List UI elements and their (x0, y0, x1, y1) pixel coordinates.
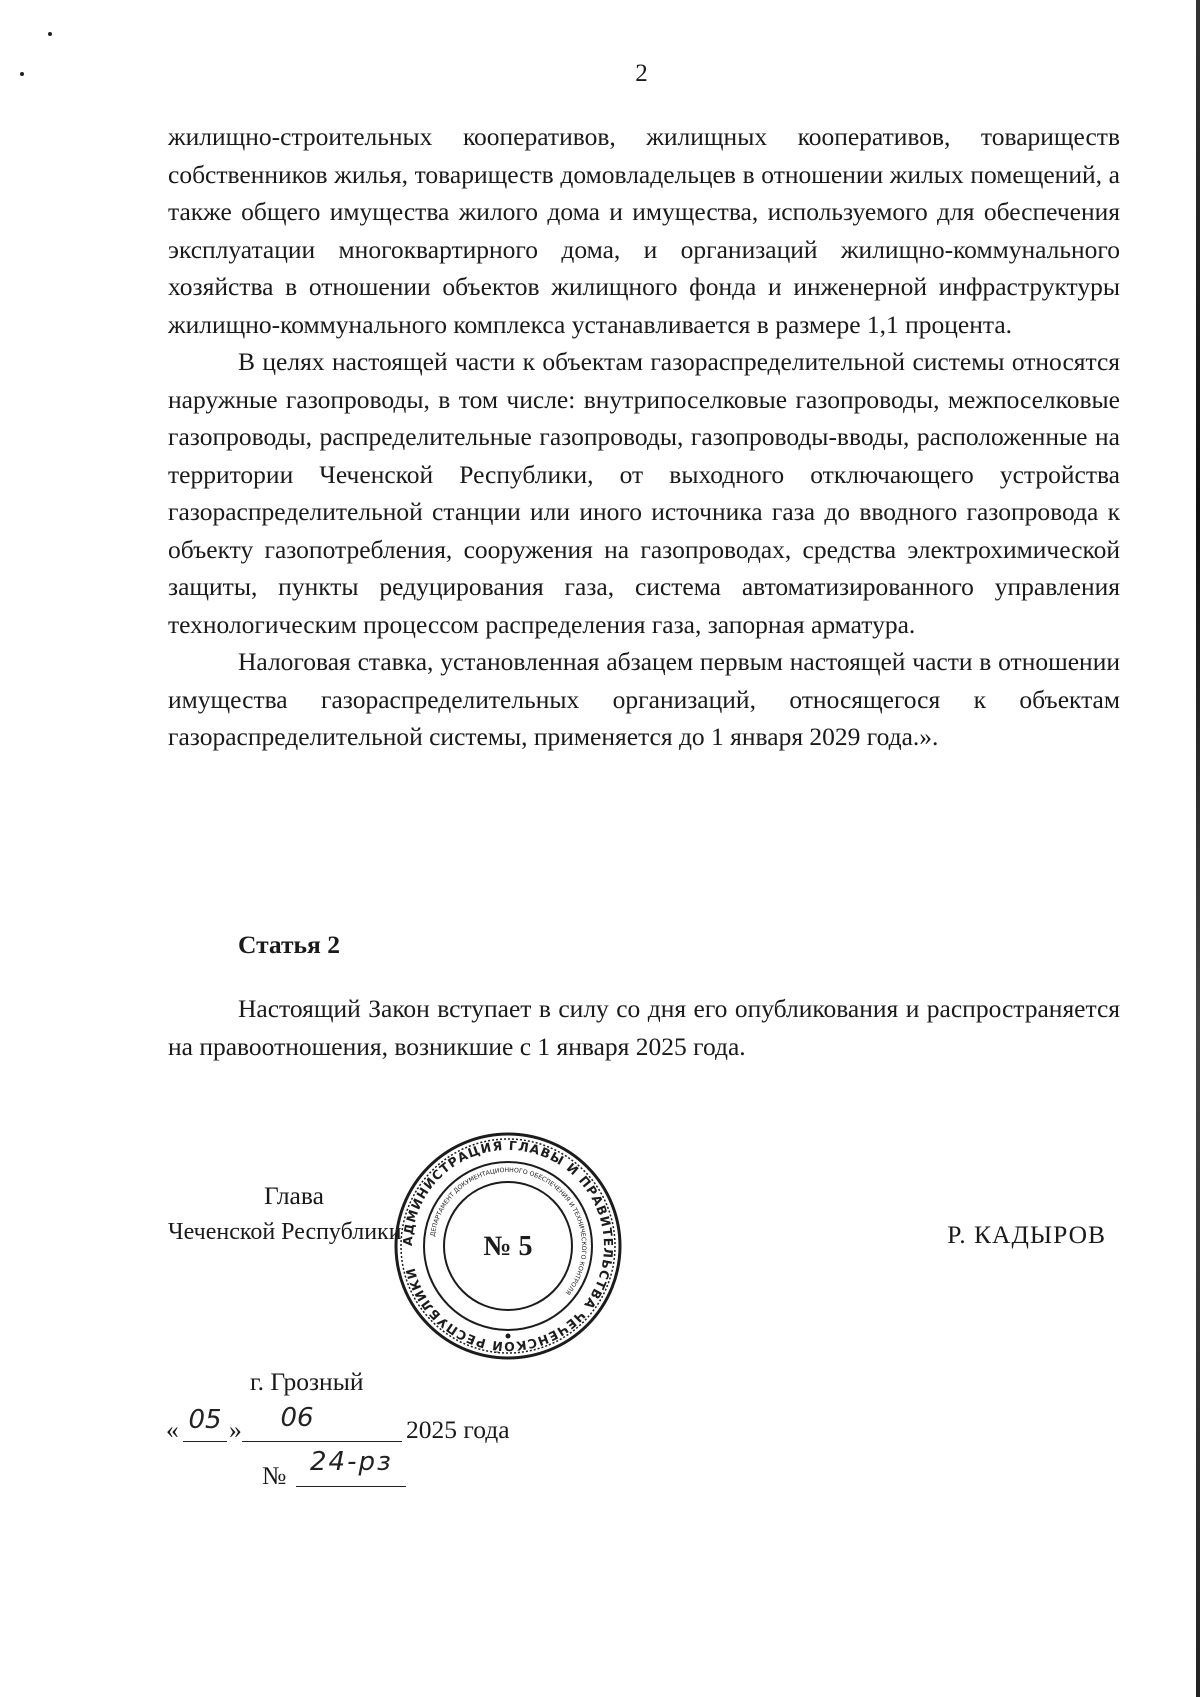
date-month-handwritten (242, 1403, 402, 1442)
body-text (168, 118, 1120, 756)
date-quote-open: « (166, 1415, 179, 1444)
article-heading: Статья 2 (238, 930, 340, 959)
seal-star-mark (506, 1334, 511, 1339)
scan-page-edge (1196, 0, 1200, 1697)
seal-number: № 5 (483, 1231, 533, 1262)
paragraph-tax-rate-validity: Налоговая ставка, установленная абзацем первым настоящей части в отношении имущества газораспределительных организаций, относящегося к объектам газораспределительной системы, применяется до 1 января 2029 года.». (168, 647, 1120, 751)
date-day-handwritten: 05 (183, 1405, 227, 1442)
page-number: 2 (635, 60, 648, 87)
scan-speck (48, 32, 52, 36)
date-month-value: 06 (280, 1403, 314, 1433)
seal-inner-text: ДЕПАРТАМЕНТ ДОКУМЕНТАЦИОННОГО ОБЕСПЕЧЕНИЯ И ТЕХНИЧЕСКОГО КОНТРОЛЯ (429, 1166, 588, 1296)
signing-date (166, 1403, 566, 1451)
paragraph-continuation: жилищно-строительных кооперативов, жилищных кооперативов, товариществ собственников жилья, товариществ домовладельцев в отношении жилых помещений, а также общего имущества жилого дома и имущества, используемого для обеспечения эксплуатации многоквартирного дома, и организаций жилищно-коммунального хозяйства в отношении объектов жилищного фонда и инженерной инфраструктуры жилищно-коммунального комплекса устанавливается в размере 1,1 процента. (168, 122, 1120, 339)
date-quote-close: » (229, 1415, 242, 1444)
law-registration-number (262, 1447, 562, 1495)
number-sign: № (262, 1461, 287, 1490)
law-number-handwritten: 24-рз (296, 1447, 406, 1487)
date-year: 2025 года (406, 1415, 510, 1444)
article-text: Настоящий Закон вступает в силу со дня его опубликования и распространяется на правоотношения, возникшие с 1 января 2025 года. (168, 994, 1120, 1061)
seal-graphic (393, 1131, 623, 1361)
official-seal (393, 1131, 623, 1361)
place-of-signing: г. Грозный (250, 1367, 364, 1396)
signatory-title-line2: Чеченской Республики (168, 1219, 402, 1245)
signatory-title-line1: Глава (264, 1181, 324, 1210)
seal-outer-text: АДМИНИСТРАЦИЯ ГЛАВЫ И ПРАВИТЕЛЬСТВА ЧЕЧЕНСКОЙ РЕСПУБЛИКИ (399, 1137, 617, 1355)
paragraph-gas-system-definition: В целях настоящей части к объектам газораспределительной системы относятся наружные газопроводы, в том числе: внутрипоселковые газопроводы, межпоселковые газопроводы, распределительные газопроводы, газопроводы-вводы, расположенные на территории Чеченской Республики, от выходного отключающего устройства газораспределительной станции или иного источника газа до вводного газопровода к объекту газопотребления, сооружения на газопроводах, средства электрохимической защиты, пункты редуцирования газа, система автоматизированного управления технологическим процессом распределения газа, запорная арматура. (168, 347, 1120, 639)
signatory-name: Р. КАДЫРОВ (947, 1220, 1106, 1249)
